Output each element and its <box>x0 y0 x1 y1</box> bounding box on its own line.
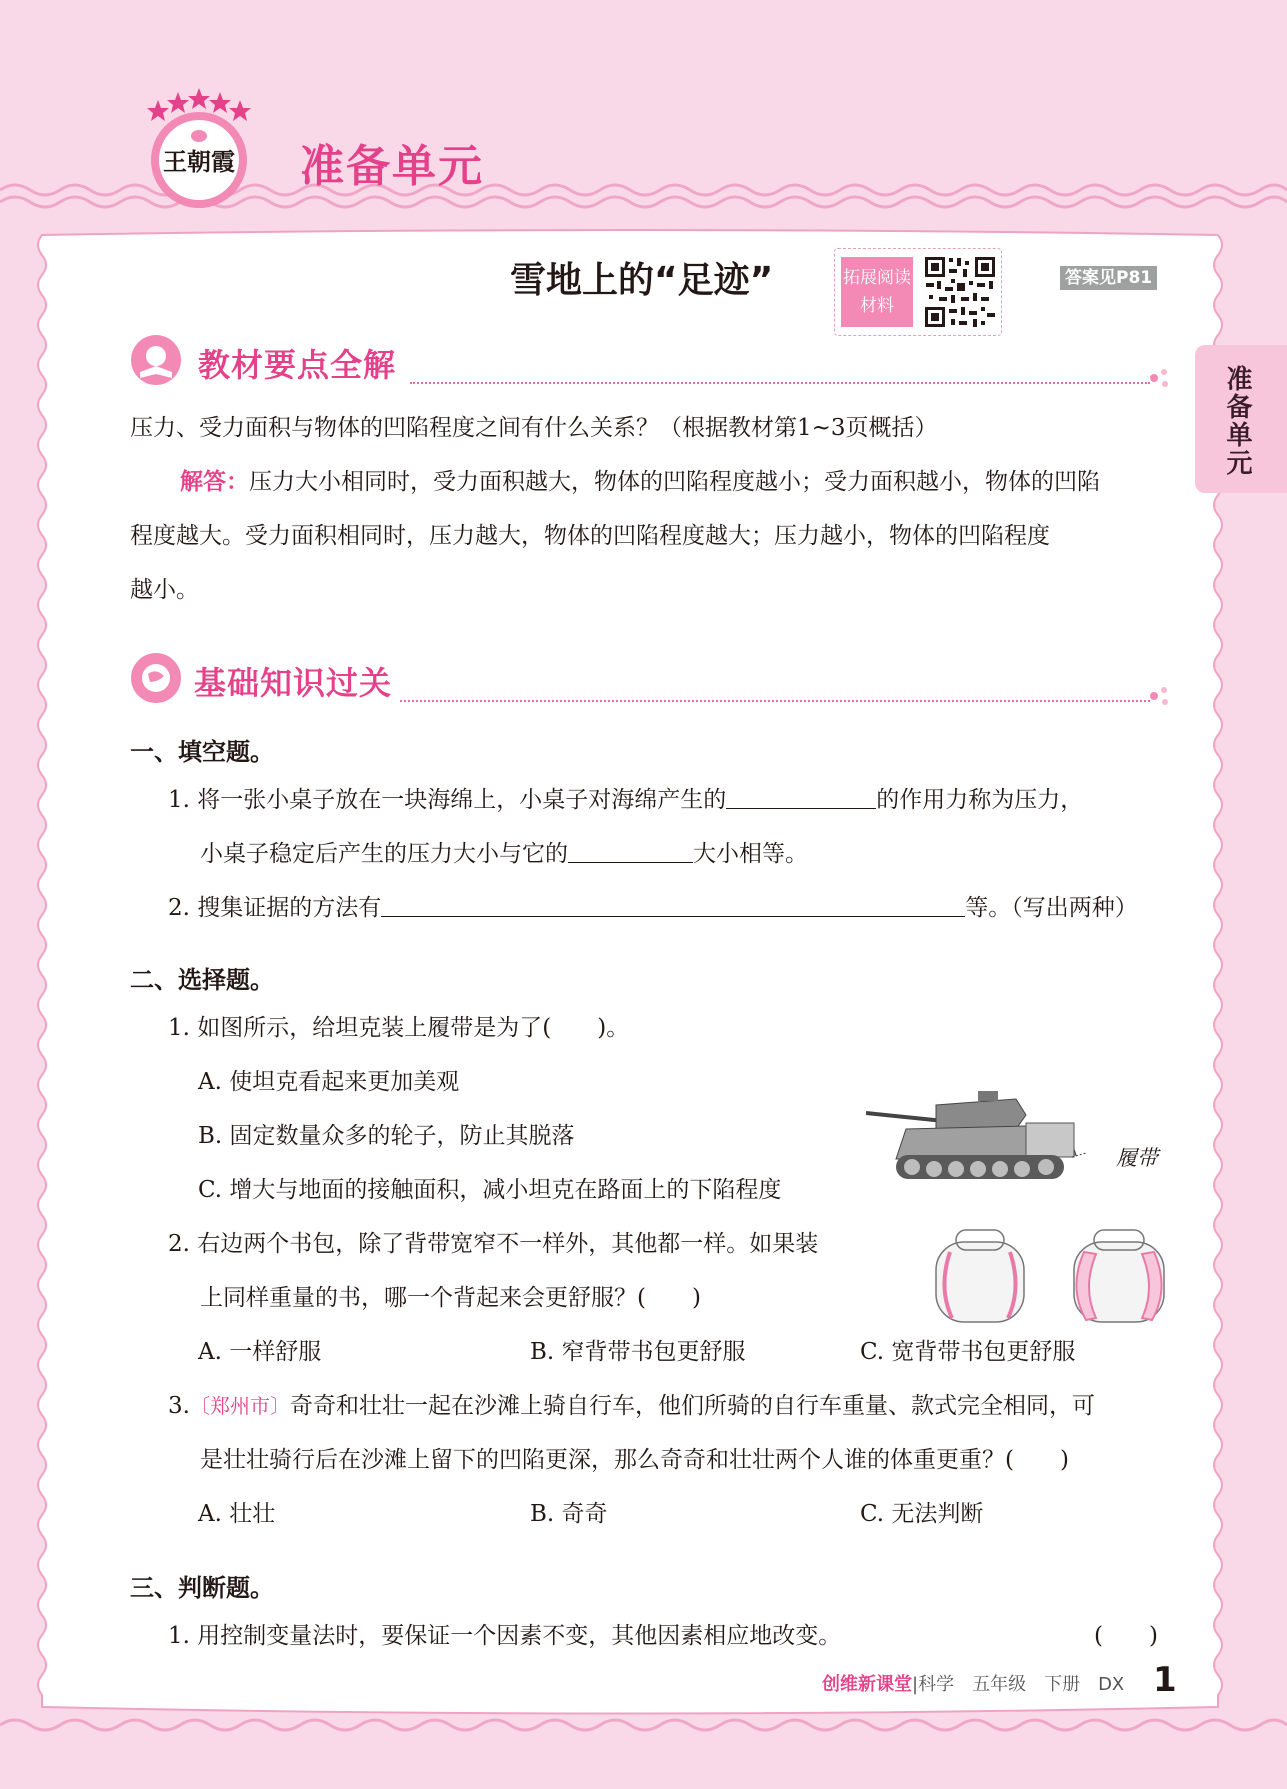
answer-reference-badge: 答案见P81 <box>1060 266 1157 290</box>
choice-q1-option-b[interactable]: B. 固定数量众多的轮子，防止其脱落 <box>198 1123 575 1149</box>
choice-q2-option-a[interactable]: A. 一样舒服 <box>198 1339 322 1365</box>
tank-illustration <box>866 1085 1086 1195</box>
judge-answer-paren[interactable]: ( ) <box>1094 1623 1158 1649</box>
qr-code-icon[interactable] <box>923 255 997 329</box>
page-number: 1 <box>1153 1660 1177 1700</box>
lesson-title: 雪地上的“足迹” <box>510 260 774 301</box>
region-tag: 〔郑州市〕 <box>189 1394 290 1418</box>
backpack-narrow-straps-illustration <box>930 1228 1030 1328</box>
backpack-wide-straps-illustration <box>1064 1228 1174 1328</box>
choice-q3-option-a[interactable]: A. 壮壮 <box>198 1501 276 1527</box>
section-book-icon <box>130 334 182 386</box>
choice-question-2-line-2: 上同样重量的书，哪一个背起来会更舒服？( ) <box>200 1285 701 1311</box>
key-question: 压力、受力面积与物体的凹陷程度之间有什么关系？（根据教材第1~3页概括） <box>130 415 938 441</box>
track-label: 履带 <box>1116 1146 1158 1170</box>
divider-dots-icon <box>1148 366 1172 390</box>
answer-blank[interactable] <box>726 786 876 809</box>
brand-logo <box>138 88 260 210</box>
choice-question-1: 1. 如图所示，给坦克装上履带是为了( )。 <box>168 1015 630 1041</box>
part2-heading: 二、选择题。 <box>130 966 274 994</box>
choice-q3-option-b[interactable]: B. 奇奇 <box>530 1501 608 1527</box>
fill-q1-text-a: 1. 将一张小桌子放在一块海绵上，小桌子对海绵产生的 <box>168 787 727 813</box>
choice-q1-option-a[interactable]: A. 使坦克看起来更加美观 <box>198 1069 460 1095</box>
fill-question-2 <box>168 894 1138 922</box>
choice-q2-option-c[interactable]: C. 宽背带书包更舒服 <box>860 1339 1076 1365</box>
choice-q3-option-c[interactable]: C. 无法判断 <box>860 1501 984 1527</box>
side-tab-label: 准备单元 <box>1222 365 1252 477</box>
footer-info <box>822 1670 1124 1696</box>
choice-q2-option-b[interactable]: B. 窄背带书包更舒服 <box>530 1339 746 1365</box>
section-globe-icon <box>130 652 182 704</box>
fill-q1-text-b: 的作用力称为压力， <box>876 787 1084 813</box>
answer-blank[interactable] <box>568 840 693 863</box>
extension-reading-label <box>841 257 913 327</box>
answer-line-1 <box>180 468 1100 496</box>
extension-label-line2: 材料 <box>860 296 894 316</box>
judge-question-1: 1. 用控制变量法时，要保证一个因素不变，其他因素相应地改变。 <box>168 1623 842 1649</box>
divider-dots-icon <box>1148 684 1172 708</box>
choice-question-3-line-1 <box>168 1392 1095 1420</box>
extension-reading-box[interactable] <box>834 248 1002 336</box>
choice-question-3-line-2: 是壮壮骑行后在沙滩上留下的凹陷更深，那么奇奇和壮壮两个人谁的体重更重？( ) <box>200 1447 1069 1473</box>
side-tab[interactable] <box>1195 345 1287 493</box>
answer-label: 解答： <box>180 469 249 495</box>
footer-wave-border <box>0 1705 1287 1745</box>
part3-heading: 三、判断题。 <box>130 1574 274 1602</box>
fill-q2-text-a: 2. 搜集证据的方法有 <box>168 895 382 921</box>
choice-q3-number: 3. <box>168 1393 190 1419</box>
fill-q1-text-c: 小桌子稳定后产生的压力大小与它的 <box>200 841 568 867</box>
fill-q2-text-b: 等。（写出两种） <box>965 895 1138 921</box>
choice-question-2-line-1: 2. 右边两个书包，除了背带宽窄不一样外，其他都一样。如果装 <box>168 1231 819 1257</box>
fill-q1-text-d: 大小相等。 <box>693 841 808 867</box>
answer-line-2: 程度越大。受力面积相同时，压力越大，物体的凹陷程度越大；压力越小，物体的凹陷程度 <box>130 523 1050 549</box>
section-title-basics: 基础知识过关 <box>194 664 393 702</box>
answer-text-1: 压力大小相同时，受力面积越大，物体的凹陷程度越小；受力面积越小，物体的凹陷 <box>249 469 1100 495</box>
part1-heading: 一、填空题。 <box>130 738 274 766</box>
choice-q3-text-1: 奇奇和壮壮一起在沙滩上骑自行车，他们所骑的自行车重量、款式完全相同，可 <box>289 1393 1095 1419</box>
footer-brand: 创维新课堂 <box>822 1674 912 1695</box>
footer-course-info: |科学 五年级 下册 DX <box>912 1674 1125 1695</box>
unit-title: 准备单元 <box>300 141 484 192</box>
answer-line-3: 越小。 <box>130 577 199 603</box>
extension-label-line1: 拓展阅读 <box>843 268 911 288</box>
answer-blank[interactable] <box>381 894 965 917</box>
choice-q1-option-c[interactable]: C. 增大与地面的接触面积，减小坦克在路面上的下陷程度 <box>198 1177 782 1203</box>
fill-question-1-line-1 <box>168 786 1083 814</box>
fill-question-1-line-2 <box>200 840 808 868</box>
logo-text: 王朝霞 <box>163 147 235 176</box>
section-title-key-points: 教材要点全解 <box>198 346 397 384</box>
section-divider <box>400 700 1150 702</box>
section-divider <box>410 382 1150 384</box>
